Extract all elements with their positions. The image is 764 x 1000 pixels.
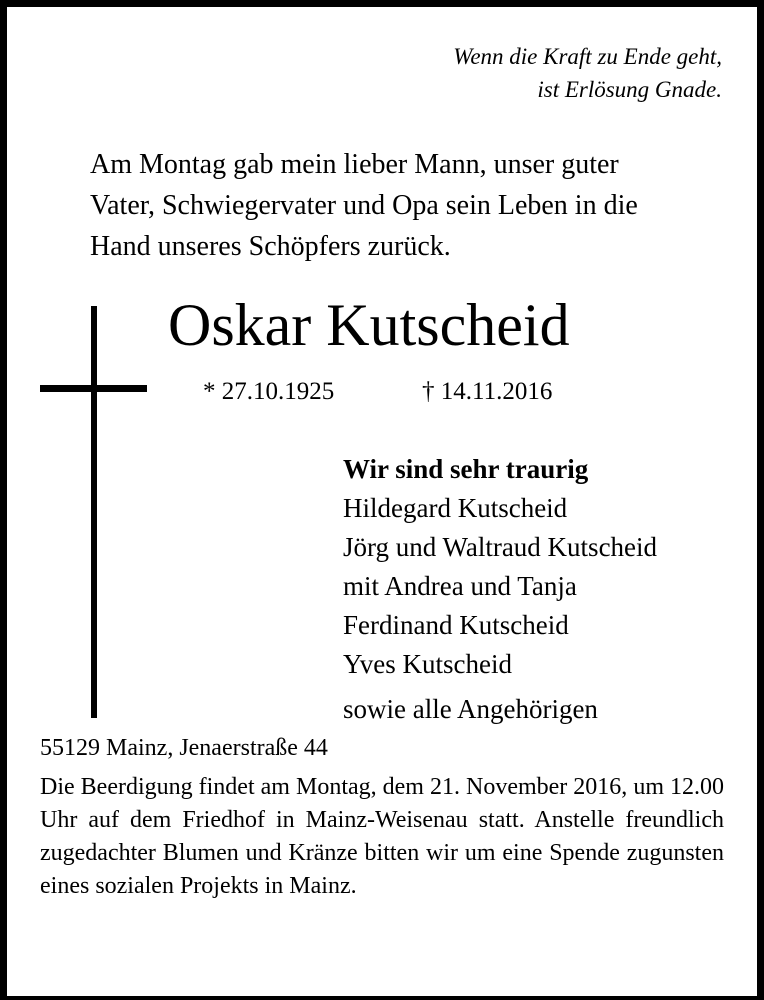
family-member: Jörg und Waltraud Kutscheid — [343, 532, 658, 562]
family-lead: Wir sind sehr traurig — [343, 454, 589, 484]
death-date: † 14.11.2016 — [422, 378, 553, 405]
family-member: Ferdinand Kutscheid — [343, 610, 569, 640]
intro-line: Am Montag gab mein lieber Mann, unser guter — [90, 149, 619, 180]
family-member: Yves Kutscheid — [343, 649, 513, 679]
intro-line: Vater, Schwiegervater und Opa sein Leben in die — [90, 190, 638, 221]
family-closing: sowie alle Angehörigen — [343, 694, 598, 724]
motto — [453, 40, 722, 106]
birth-date: * 27.10.1925 — [203, 378, 335, 405]
address: 55129 Mainz, Jenaerstraße 44 — [40, 735, 328, 761]
family-member: Hildegard Kutscheid — [343, 493, 568, 523]
intro-text — [90, 144, 638, 267]
deceased-name: Oskar Kutscheid — [168, 292, 570, 358]
cross-icon — [91, 306, 97, 718]
cross-icon-bar — [40, 385, 147, 392]
motto-line: ist Erlösung Gnade. — [537, 77, 722, 102]
intro-line: Hand unseres Schöpfers zurück. — [90, 231, 451, 262]
family-list — [343, 450, 657, 729]
motto-line: Wenn die Kraft zu Ende geht, — [453, 44, 722, 69]
family-member: mit Andrea und Tanja — [343, 571, 577, 601]
funeral-notice: Die Beerdigung findet am Montag, dem 21. November 2016, um 12.00 Uhr auf dem Friedhof in Mainz-Weisenau statt. Anstelle freundlich zugedachter Blumen und Kränze bitten wir um eine Spende zugunsten eines sozialen Projekts in Mainz. — [40, 774, 724, 899]
